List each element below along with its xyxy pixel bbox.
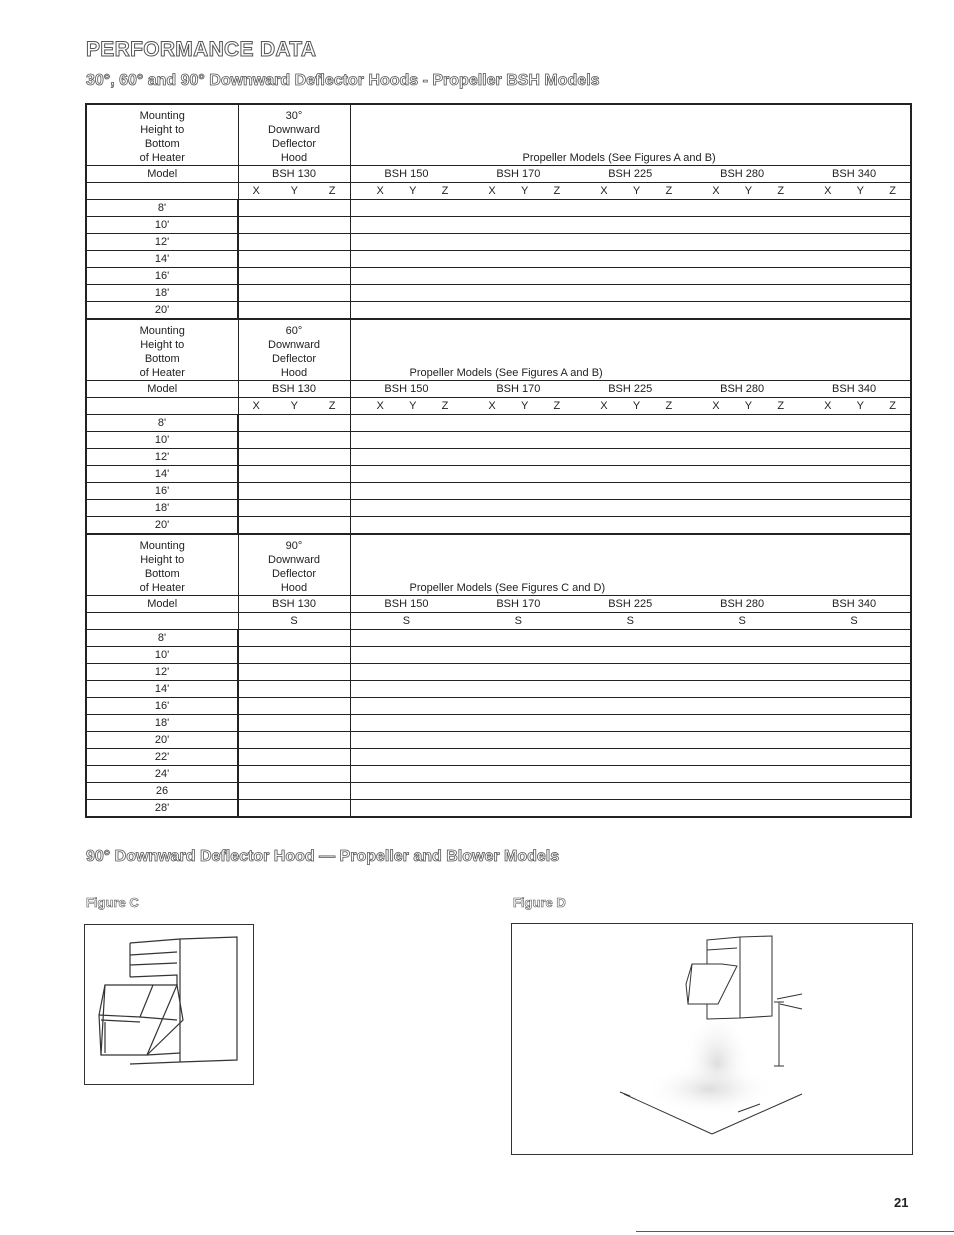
value-cell [350, 647, 911, 664]
value-cell [238, 217, 350, 234]
mounting-height: 10' [86, 217, 238, 234]
hood-label-line: Hood [280, 582, 308, 594]
dimension-label: X [252, 185, 260, 197]
mounting-height: 12' [86, 449, 238, 466]
mounting-height: 24' [86, 766, 238, 783]
dimension-label: Z [553, 185, 561, 197]
model-name: BSH 130 [238, 381, 350, 398]
mount-label-line: Height to [140, 124, 185, 136]
model-label: Model [86, 596, 238, 613]
dimension-label: Z [889, 400, 896, 412]
dimension-label: Y [520, 185, 529, 197]
dimension-label: Y [632, 400, 641, 412]
value-cell [238, 681, 350, 698]
mounting-height-header [86, 534, 238, 596]
mounting-height: 10' [86, 432, 238, 449]
table-row [86, 783, 911, 800]
dimension-label: S [626, 615, 634, 627]
mount-label-line: Bottom [144, 353, 180, 365]
propeller-models-header [350, 534, 911, 596]
table-row [86, 268, 911, 285]
mounting-height: 12' [86, 234, 238, 251]
value-cell [350, 715, 911, 732]
figure-c [84, 924, 254, 1085]
table-header-row [86, 319, 911, 381]
table-row [86, 698, 911, 715]
mounting-height: 20' [86, 732, 238, 749]
value-cell [238, 500, 350, 517]
table-row [86, 200, 911, 217]
mounting-height: 8' [86, 200, 238, 217]
dimension-label: X [488, 185, 496, 197]
hood-label-line: Downward [268, 124, 320, 136]
mount-label-line: Mounting [139, 540, 185, 552]
model-name: BSH 340 [832, 168, 877, 180]
mounting-height: 8' [86, 415, 238, 432]
mounting-height-header [86, 319, 238, 381]
dimension-label: Y [744, 400, 753, 412]
table-row [86, 432, 911, 449]
value-cell [350, 268, 911, 285]
page-title: PERFORMANCE DATA [86, 38, 317, 61]
model-name: BSH 170 [496, 383, 541, 395]
value-cell [350, 449, 911, 466]
hood-label-line: 30° [285, 110, 303, 122]
model-row [86, 166, 911, 183]
hood-header [238, 319, 350, 381]
sub-label-row [86, 183, 911, 200]
value-cell [238, 647, 350, 664]
table-row [86, 647, 911, 664]
hood-label-line: Deflector [271, 568, 317, 580]
table-row [86, 517, 911, 535]
value-cell [238, 630, 350, 647]
table-row [86, 732, 911, 749]
table-header-row [86, 104, 911, 166]
mount-label-line: Bottom [144, 568, 180, 580]
hood-label-line: Hood [280, 367, 308, 379]
mount-label-line: Mounting [139, 110, 185, 122]
value-cell [350, 681, 911, 698]
mount-label-line: Bottom [144, 138, 180, 150]
value-cell [350, 749, 911, 766]
mount-label-line: of Heater [139, 152, 185, 164]
value-cell [238, 415, 350, 432]
table-row [86, 500, 911, 517]
table-row [86, 251, 911, 268]
mounting-height: 28' [86, 800, 238, 818]
table-row [86, 217, 911, 234]
table-row [86, 630, 911, 647]
dimension-label: S [850, 615, 858, 627]
dimension-label: Z [777, 400, 785, 412]
table-header-row [86, 534, 911, 596]
model-name: BSH 150 [384, 598, 429, 610]
dimension-label: S [738, 615, 746, 627]
value-cell [238, 517, 350, 535]
value-cell [238, 200, 350, 217]
mounting-height: 22' [86, 749, 238, 766]
model-name: BSH 225 [608, 383, 653, 395]
value-cell [350, 415, 911, 432]
dimension-label: S [290, 615, 298, 627]
hood-label-line: Deflector [271, 353, 317, 365]
table-row [86, 285, 911, 302]
table-row [86, 302, 911, 320]
mounting-height: 20' [86, 302, 238, 320]
dimension-label: X [712, 185, 720, 197]
value-cell [350, 217, 911, 234]
value-cell [238, 466, 350, 483]
value-cell [350, 302, 911, 320]
mounting-height-header [86, 104, 238, 166]
dimension-label: X [252, 400, 260, 412]
value-cell [350, 783, 911, 800]
table-row [86, 800, 911, 818]
dimension-label: X [824, 400, 832, 412]
blank-cell [86, 183, 238, 200]
dimension-label: S [514, 615, 523, 627]
model-label: Model [86, 381, 238, 398]
mounting-height: 16' [86, 483, 238, 500]
section-title: 90° Downward Deflector Hood — Propeller and Blower Models [86, 848, 560, 865]
model-row [86, 381, 911, 398]
dimension-label: Z [665, 185, 673, 197]
dimension-label: Y [744, 185, 753, 197]
value-cell [238, 664, 350, 681]
table-row [86, 715, 911, 732]
hood-label-line: Hood [280, 152, 308, 164]
dimension-label: Y [856, 185, 865, 197]
value-cell [238, 302, 350, 320]
value-cell [238, 800, 350, 818]
value-cell [350, 630, 911, 647]
page-number: 21 [894, 1195, 909, 1210]
dimension-label: X [376, 400, 384, 412]
mount-label-line: Mounting [139, 325, 185, 337]
value-cell [350, 466, 911, 483]
dimension-label: Z [441, 185, 449, 197]
mounting-height: 20' [86, 517, 238, 535]
model-name: BSH 170 [496, 598, 541, 610]
model-name: BSH 170 [496, 168, 541, 180]
model-name: BSH 130 [238, 166, 350, 183]
sub-label-row [86, 398, 911, 415]
dimension-label: Y [632, 185, 641, 197]
value-cell [350, 517, 911, 535]
propeller-models-header [350, 319, 911, 381]
figure-c-label: Figure C [86, 895, 139, 910]
dimension-label: Y [856, 400, 865, 412]
value-cell [350, 698, 911, 715]
propeller-label: Propeller Models (See Figures C and D) [409, 582, 606, 594]
dimension-label: Z [328, 185, 336, 197]
page-subtitle: 30°, 60° and 90° Downward Deflector Hoods - Propeller BSH Models [86, 72, 600, 89]
model-name: BSH 340 [832, 383, 877, 395]
footer-rule [636, 1231, 954, 1232]
propeller-label: Propeller Models (See Figures A and B) [522, 152, 716, 164]
propeller-label: Propeller Models (See Figures A and B) [409, 367, 603, 379]
table-row [86, 681, 911, 698]
model-name: BSH 225 [608, 168, 653, 180]
dimension-label: X [600, 400, 608, 412]
hood-label-line: Downward [268, 554, 320, 566]
dimension-label: X [600, 185, 608, 197]
mount-label-line: Height to [140, 554, 185, 566]
table-row [86, 483, 911, 500]
value-cell [238, 483, 350, 500]
value-cell [238, 268, 350, 285]
model-name: BSH 280 [720, 383, 765, 395]
blank-cell [86, 613, 238, 630]
value-cell [350, 234, 911, 251]
table-row [86, 234, 911, 251]
value-cell [238, 251, 350, 268]
mounting-height: 12' [86, 664, 238, 681]
model-name: BSH 280 [720, 168, 765, 180]
hood-label-line: Downward [268, 339, 320, 351]
value-cell [350, 664, 911, 681]
heater-hood-illustration [85, 925, 253, 1084]
mounting-height: 16' [86, 698, 238, 715]
value-cell [350, 500, 911, 517]
dimension-label: Z [553, 400, 561, 412]
mounting-height: 14' [86, 466, 238, 483]
mounting-height: 18' [86, 500, 238, 517]
airflow-diagram [512, 924, 912, 1154]
value-cell [350, 285, 911, 302]
model-label: Model [86, 166, 238, 183]
value-cell [350, 432, 911, 449]
sub-label-row [86, 613, 911, 630]
model-name: BSH 225 [608, 598, 653, 610]
dimension-label: X [376, 185, 384, 197]
mounting-height: 16' [86, 268, 238, 285]
dimension-label: X [712, 400, 720, 412]
table-row [86, 415, 911, 432]
value-cell [350, 200, 911, 217]
dimension-label: Z [441, 400, 449, 412]
hood-label-line: Deflector [271, 138, 317, 150]
dimension-label: S [402, 615, 411, 627]
mounting-height: 10' [86, 647, 238, 664]
mounting-height: 14' [86, 681, 238, 698]
value-cell [350, 800, 911, 818]
dimension-label: Y [290, 185, 298, 197]
value-cell [238, 432, 350, 449]
value-cell [238, 698, 350, 715]
model-name: BSH 280 [720, 598, 765, 610]
dimension-label: X [488, 400, 496, 412]
dimension-label: Z [665, 400, 673, 412]
value-cell [350, 483, 911, 500]
value-cell [238, 449, 350, 466]
hood-label-line: 60° [285, 325, 303, 337]
performance-table [85, 103, 912, 818]
mount-label-line: Height to [140, 339, 185, 351]
table-row [86, 449, 911, 466]
mounting-height: 26 [86, 783, 238, 800]
dimension-label: Z [328, 400, 336, 412]
value-cell [350, 732, 911, 749]
value-cell [238, 749, 350, 766]
table-row [86, 466, 911, 483]
value-cell [238, 766, 350, 783]
value-cell [238, 715, 350, 732]
dimension-label: Y [520, 400, 529, 412]
value-cell [350, 766, 911, 783]
mounting-height: 18' [86, 285, 238, 302]
hood-label-line: 90° [285, 540, 303, 552]
model-name: BSH 130 [238, 596, 350, 613]
table-row [86, 749, 911, 766]
mounting-height: 8' [86, 630, 238, 647]
dimension-label: X [824, 185, 832, 197]
mount-label-line: of Heater [139, 582, 185, 594]
propeller-models-header [350, 104, 911, 166]
figure-d-label: Figure D [513, 895, 566, 910]
dimension-label: Y [290, 400, 298, 412]
mounting-height: 18' [86, 715, 238, 732]
dimension-label: Y [409, 400, 417, 412]
mount-label-line: of Heater [139, 367, 185, 379]
dimension-label: Z [777, 185, 785, 197]
table-row [86, 766, 911, 783]
hood-header [238, 104, 350, 166]
value-cell [238, 234, 350, 251]
value-cell [238, 285, 350, 302]
value-cell [238, 732, 350, 749]
value-cell [238, 783, 350, 800]
model-name: BSH 150 [384, 383, 429, 395]
table-row [86, 664, 911, 681]
figure-d [511, 923, 913, 1155]
model-name: BSH 150 [384, 168, 429, 180]
dimension-label: Z [889, 185, 896, 197]
mounting-height: 14' [86, 251, 238, 268]
dimension-label: Y [409, 185, 417, 197]
hood-header [238, 534, 350, 596]
value-cell [350, 251, 911, 268]
blank-cell [86, 398, 238, 415]
model-row [86, 596, 911, 613]
model-name: BSH 340 [832, 598, 877, 610]
